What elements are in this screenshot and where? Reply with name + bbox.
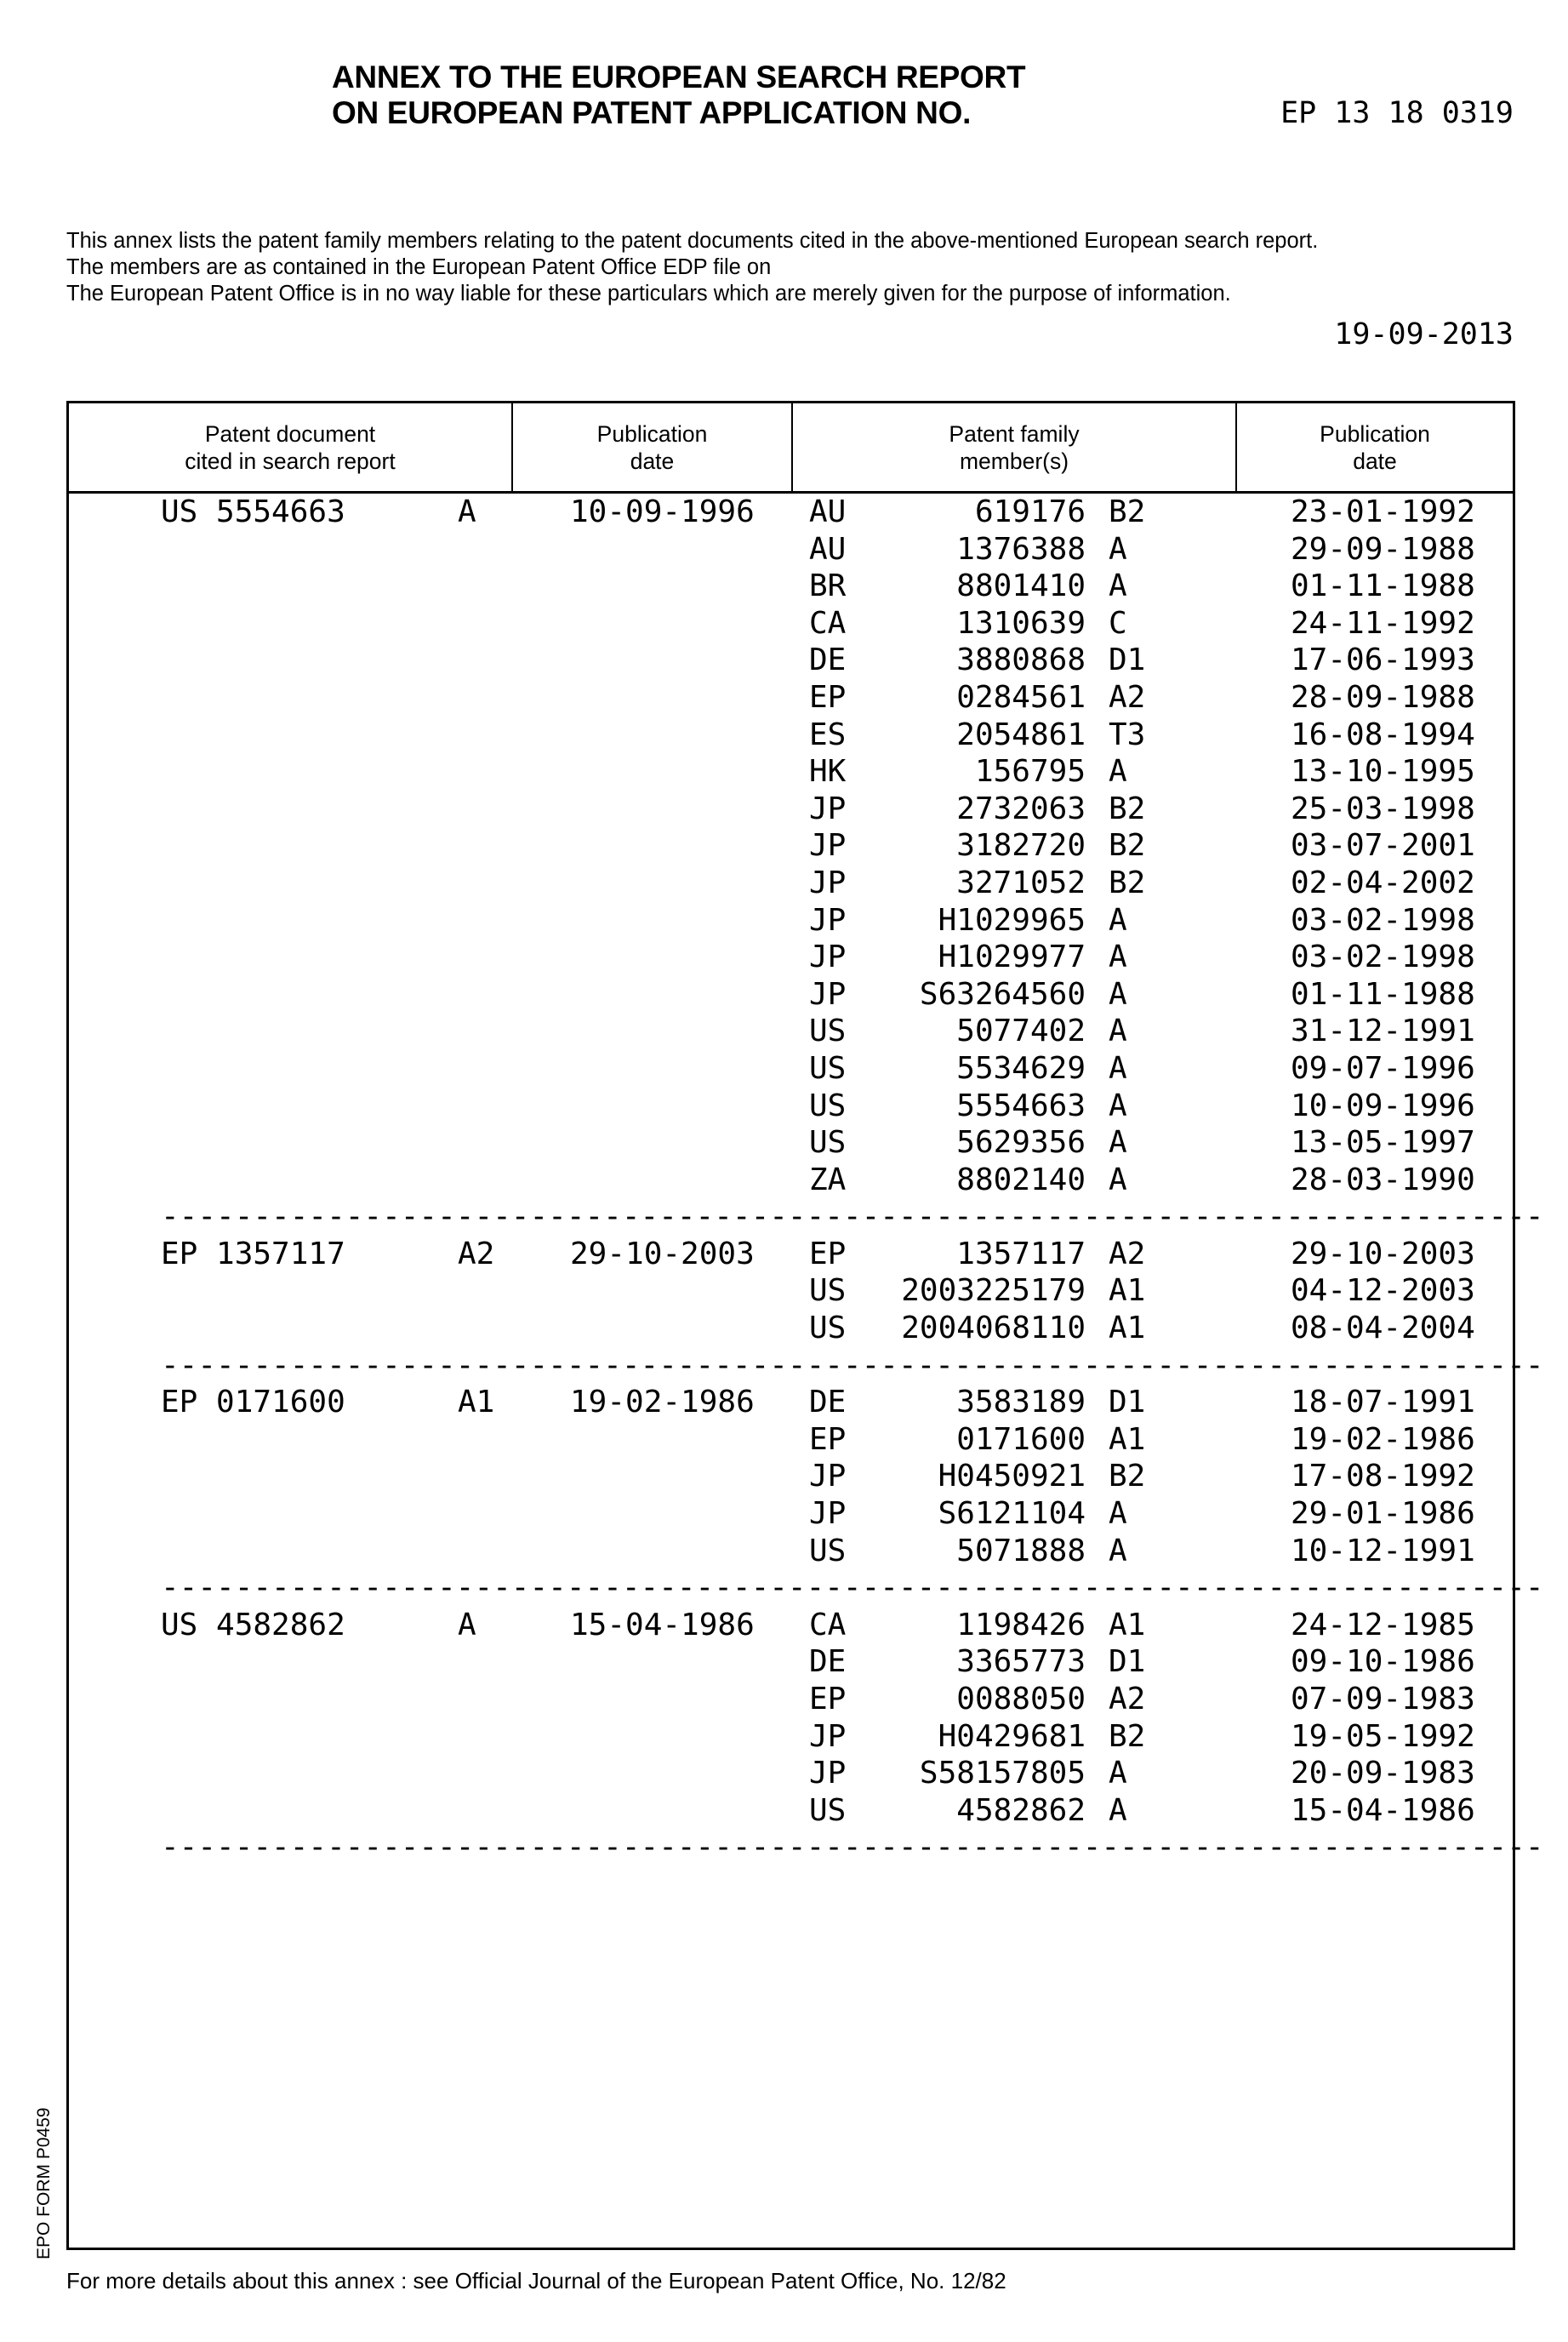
member-country: JP (809, 827, 846, 865)
table-row (69, 1792, 1513, 1830)
table-row (69, 1755, 1513, 1792)
member-publication-date: 24-11-1992 (1291, 605, 1475, 643)
member-publication-date: 10-12-1991 (1291, 1533, 1475, 1570)
dashed-separator: --------------------------------------------------------------------------- (161, 1829, 1544, 1866)
member-publication-date: 28-03-1990 (1291, 1162, 1475, 1199)
member-number: 4582862 (956, 1792, 1086, 1830)
table-row (69, 1236, 1513, 1273)
group-separator (69, 1347, 1513, 1385)
member-publication-date: 01-11-1988 (1291, 568, 1475, 605)
cited-document: US 4582862 (161, 1607, 345, 1644)
title-line-2: ON EUROPEAN PATENT APPLICATION NO. (332, 95, 1025, 131)
member-number: 619176 (975, 494, 1086, 531)
table-row (69, 531, 1513, 568)
table-row (69, 679, 1513, 717)
member-publication-date: 19-02-1986 (1291, 1421, 1475, 1459)
table-row (69, 1681, 1513, 1718)
table-row (69, 1421, 1513, 1459)
member-kind-code: A (1109, 568, 1127, 605)
member-country: AU (809, 494, 846, 531)
member-kind-code: D1 (1109, 642, 1145, 679)
member-country: US (809, 1792, 846, 1830)
member-country: DE (809, 642, 846, 679)
member-number: 5071888 (956, 1533, 1086, 1570)
member-publication-date: 25-03-1998 (1291, 791, 1475, 828)
member-number: 0284561 (956, 679, 1086, 717)
table-row (69, 1384, 1513, 1421)
intro-text (66, 228, 1318, 307)
dashed-separator: --------------------------------------------------------------------------- (161, 1569, 1544, 1607)
member-number: 3583189 (956, 1384, 1086, 1421)
member-number: 5554663 (956, 1088, 1086, 1125)
member-kind-code: D1 (1109, 1384, 1145, 1421)
member-country: JP (809, 1718, 846, 1756)
intro-line: The members are as contained in the European Patent Office EDP file on (66, 254, 1318, 281)
table-row (69, 902, 1513, 940)
member-kind-code: A (1109, 902, 1127, 940)
member-number: H1029965 (938, 902, 1086, 940)
table-row (69, 1124, 1513, 1162)
member-kind-code: A2 (1109, 1681, 1145, 1718)
table-row (69, 753, 1513, 791)
member-kind-code: A (1109, 1124, 1127, 1162)
member-country: US (809, 1013, 846, 1050)
title-line-1: ANNEX TO THE EUROPEAN SEARCH REPORT (332, 60, 1025, 95)
member-number: 3365773 (956, 1643, 1086, 1681)
header-family-members: Patent family member(s) (793, 403, 1235, 491)
member-kind-code: B2 (1109, 1718, 1145, 1756)
report-title (332, 60, 1025, 131)
member-country: JP (809, 791, 846, 828)
cited-document: US 5554663 (161, 494, 345, 531)
member-country: JP (809, 1495, 846, 1533)
cited-publication-date: 10-09-1996 (570, 494, 755, 531)
table-row (69, 976, 1513, 1014)
header-patent-document: Patent document cited in search report (69, 403, 511, 491)
patent-family-table (66, 401, 1515, 2250)
member-kind-code: A1 (1109, 1272, 1145, 1310)
cited-publication-date: 15-04-1986 (570, 1607, 755, 1644)
member-number: 1357117 (956, 1236, 1086, 1273)
table-row (69, 642, 1513, 679)
member-country: JP (809, 976, 846, 1014)
member-country: US (809, 1533, 846, 1570)
member-number: 1376388 (956, 531, 1086, 568)
dashed-separator: --------------------------------------------------------------------------- (161, 1347, 1544, 1385)
member-kind-code: A (1109, 1533, 1127, 1570)
member-number: 0171600 (956, 1421, 1086, 1459)
header-member-publication-date: Publication date (1237, 403, 1513, 491)
member-publication-date: 17-08-1992 (1291, 1458, 1475, 1495)
member-publication-date: 03-02-1998 (1291, 902, 1475, 940)
member-kind-code: A (1109, 1050, 1127, 1088)
member-kind-code: A2 (1109, 679, 1145, 717)
member-number: 156795 (975, 753, 1086, 791)
member-publication-date: 13-10-1995 (1291, 753, 1475, 791)
cited-document: EP 1357117 (161, 1236, 345, 1273)
member-kind-code: A1 (1109, 1421, 1145, 1459)
member-country: DE (809, 1643, 846, 1681)
member-number: S58157805 (920, 1755, 1086, 1792)
member-country: JP (809, 1458, 846, 1495)
member-country: JP (809, 1755, 846, 1792)
table-row (69, 1458, 1513, 1495)
member-publication-date: 03-02-1998 (1291, 939, 1475, 976)
member-publication-date: 24-12-1985 (1291, 1607, 1475, 1644)
member-number: 3271052 (956, 865, 1086, 902)
member-kind-code: A (1109, 939, 1127, 976)
member-kind-code: A (1109, 531, 1127, 568)
application-number: EP 13 18 0319 (1280, 96, 1514, 130)
member-country: ZA (809, 1162, 846, 1199)
table-row (69, 1088, 1513, 1125)
table-row (69, 494, 1513, 531)
member-publication-date: 15-04-1986 (1291, 1792, 1475, 1830)
member-publication-date: 19-05-1992 (1291, 1718, 1475, 1756)
member-country: JP (809, 939, 846, 976)
table-row (69, 939, 1513, 976)
member-kind-code: B2 (1109, 494, 1145, 531)
member-publication-date: 20-09-1983 (1291, 1755, 1475, 1792)
intro-line: This annex lists the patent family members relating to the patent documents cited in the above-mentioned European search report. (66, 228, 1318, 254)
member-number: 8802140 (956, 1162, 1086, 1199)
member-country: HK (809, 753, 846, 791)
member-publication-date: 07-09-1983 (1291, 1681, 1475, 1718)
member-number: H0429681 (938, 1718, 1086, 1756)
report-date: 19-09-2013 (1334, 317, 1514, 351)
table-row (69, 568, 1513, 605)
cited-publication-date: 29-10-2003 (570, 1236, 755, 1273)
member-kind-code: B2 (1109, 827, 1145, 865)
member-publication-date: 13-05-1997 (1291, 1124, 1475, 1162)
member-number: 2004068110 (901, 1310, 1086, 1347)
member-country: EP (809, 679, 846, 717)
header-publication-date: Publication date (513, 403, 791, 491)
member-publication-date: 29-09-1988 (1291, 531, 1475, 568)
table-row (69, 605, 1513, 643)
member-country: EP (809, 1681, 846, 1718)
member-country: EP (809, 1421, 846, 1459)
member-country: US (809, 1272, 846, 1310)
table-row (69, 791, 1513, 828)
member-kind-code: A (1109, 753, 1127, 791)
member-number: 1310639 (956, 605, 1086, 643)
member-country: BR (809, 568, 846, 605)
table-row (69, 1050, 1513, 1088)
member-number: 3880868 (956, 642, 1086, 679)
member-number: H0450921 (938, 1458, 1086, 1495)
member-kind-code: A (1109, 976, 1127, 1014)
member-kind-code: B2 (1109, 865, 1145, 902)
cited-kind-code: A (458, 494, 476, 531)
member-country: US (809, 1310, 846, 1347)
group-separator (69, 1569, 1513, 1607)
member-publication-date: 16-08-1994 (1291, 717, 1475, 754)
table-body (69, 494, 1513, 1866)
member-publication-date: 29-10-2003 (1291, 1236, 1475, 1273)
cited-kind-code: A1 (458, 1384, 494, 1421)
member-country: CA (809, 605, 846, 643)
member-country: DE (809, 1384, 846, 1421)
table-row (69, 1533, 1513, 1570)
member-kind-code: B2 (1109, 1458, 1145, 1495)
member-kind-code: A (1109, 1088, 1127, 1125)
member-publication-date: 04-12-2003 (1291, 1272, 1475, 1310)
member-kind-code: A2 (1109, 1236, 1145, 1273)
table-row (69, 1272, 1513, 1310)
member-kind-code: A1 (1109, 1310, 1145, 1347)
member-publication-date: 17-06-1993 (1291, 642, 1475, 679)
group-separator (69, 1198, 1513, 1236)
member-country: JP (809, 865, 846, 902)
table-row (69, 1607, 1513, 1644)
member-publication-date: 18-07-1991 (1291, 1384, 1475, 1421)
member-number: 5534629 (956, 1050, 1086, 1088)
member-kind-code: C (1109, 605, 1127, 643)
member-country: US (809, 1050, 846, 1088)
member-kind-code: A (1109, 1755, 1127, 1792)
member-kind-code: A (1109, 1792, 1127, 1830)
table-row (69, 1162, 1513, 1199)
member-kind-code: B2 (1109, 791, 1145, 828)
member-publication-date: 23-01-1992 (1291, 494, 1475, 531)
member-country: EP (809, 1236, 846, 1273)
member-publication-date: 02-04-2002 (1291, 865, 1475, 902)
group-separator (69, 1829, 1513, 1866)
member-country: AU (809, 531, 846, 568)
member-number: H1029977 (938, 939, 1086, 976)
member-publication-date: 01-11-1988 (1291, 976, 1475, 1014)
member-publication-date: 10-09-1996 (1291, 1088, 1475, 1125)
table-header (69, 403, 1513, 494)
table-row (69, 717, 1513, 754)
member-number: S63264560 (920, 976, 1086, 1014)
member-publication-date: 31-12-1991 (1291, 1013, 1475, 1050)
member-publication-date: 09-10-1986 (1291, 1643, 1475, 1681)
table-row (69, 1013, 1513, 1050)
member-kind-code: A (1109, 1162, 1127, 1199)
member-country: JP (809, 902, 846, 940)
table-row (69, 827, 1513, 865)
member-country: US (809, 1088, 846, 1125)
member-number: 8801410 (956, 568, 1086, 605)
member-number: S6121104 (938, 1495, 1086, 1533)
table-row (69, 865, 1513, 902)
member-publication-date: 29-01-1986 (1291, 1495, 1475, 1533)
member-kind-code: D1 (1109, 1643, 1145, 1681)
member-kind-code: T3 (1109, 717, 1145, 754)
intro-line: The European Patent Office is in no way liable for these particulars which are merely given for the purpose of information. (66, 281, 1318, 307)
form-label: EPO FORM P0459 (34, 2107, 54, 2259)
member-kind-code: A (1109, 1013, 1127, 1050)
footer-note: For more details about this annex : see Official Journal of the European Patent Office, No. 12/82 (66, 2268, 1006, 2294)
table-row (69, 1718, 1513, 1756)
member-number: 3182720 (956, 827, 1086, 865)
member-kind-code: A1 (1109, 1607, 1145, 1644)
member-number: 2732063 (956, 791, 1086, 828)
member-number: 2054861 (956, 717, 1086, 754)
member-publication-date: 09-07-1996 (1291, 1050, 1475, 1088)
table-row (69, 1495, 1513, 1533)
table-row (69, 1310, 1513, 1347)
member-country: US (809, 1124, 846, 1162)
member-country: ES (809, 717, 846, 754)
cited-document: EP 0171600 (161, 1384, 345, 1421)
member-country: CA (809, 1607, 846, 1644)
table-row (69, 1643, 1513, 1681)
member-number: 5629356 (956, 1124, 1086, 1162)
member-publication-date: 28-09-1988 (1291, 679, 1475, 717)
cited-kind-code: A2 (458, 1236, 494, 1273)
member-number: 1198426 (956, 1607, 1086, 1644)
member-publication-date: 08-04-2004 (1291, 1310, 1475, 1347)
dashed-separator: --------------------------------------------------------------------------- (161, 1198, 1544, 1236)
cited-publication-date: 19-02-1986 (570, 1384, 755, 1421)
cited-kind-code: A (458, 1607, 476, 1644)
member-number: 2003225179 (901, 1272, 1086, 1310)
member-publication-date: 03-07-2001 (1291, 827, 1475, 865)
member-kind-code: A (1109, 1495, 1127, 1533)
member-number: 0088050 (956, 1681, 1086, 1718)
member-number: 5077402 (956, 1013, 1086, 1050)
